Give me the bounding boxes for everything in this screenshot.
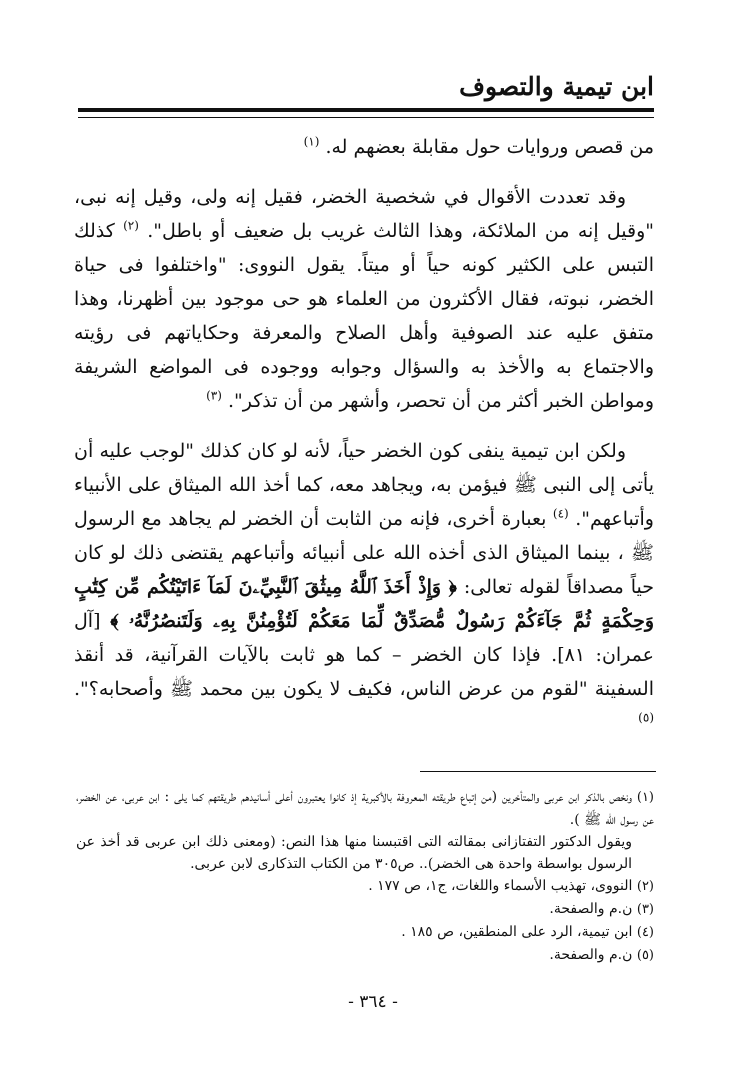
quran-verse: ﴿ وَإِذْ أَخَذَ ٱللَّهُ مِيثَٰقَ ٱلنَّبِيِّۦنَ لَمَآ ءَاتَيْتُكُم مِّن كِتَٰبٍ وَحِكْمَةٍ ثُمَّ جَآءَكُمْ رَسُولٌ مُّصَدِّقٌ لِّمَا مَعَكُمْ لَتُؤْمِنُنَّ بِهِۦ وَلَتَنصُرُنَّهُۥ ﴾	[74, 576, 655, 632]
body-paragraph-2	[74, 180, 654, 418]
body-paragraph-1	[74, 130, 654, 164]
header-rule-thin	[78, 117, 654, 118]
footnotes	[76, 786, 654, 967]
footnote-text: ونخص بالذكر ابن عربى والمتأخرين (من إتباع طريقته المعروفة بالأكبرية إذ كانوا يعتبرون أعلى أسانيدهم طريقتهم كما يلى : ابن عربى، عن الخضر، عن رسول الله ﷺ ).	[76, 789, 654, 828]
footnote-text: النووى، تهذيب الأسماء واللغات، ج١، ص ١٧٧ .	[368, 878, 633, 894]
footnote-number: (١)	[636, 790, 654, 805]
paragraph-text: من قصص وروايات حول مقابلة بعضهم له.	[325, 136, 654, 158]
footnote-ref-4[interactable]: (٤)	[552, 506, 569, 521]
footnote-5	[76, 944, 654, 967]
footnote-text: ابن تيمية، الرد على المنطقين، ص ١٨٥ .	[401, 924, 633, 940]
footnote-1	[76, 786, 654, 831]
footnote-3	[76, 898, 654, 921]
footnote-number: (٥)	[636, 948, 654, 963]
paragraph-text: بعبارة أخرى، فإنه من الثابت أن الخضر لم يجاهد مع الرسول ﷺ ، بينما الميثاق الذى أخذه الله على أنبيائه وأتباعهم يقتضى ذلك لو كان حياً مصداقاً لقوله تعالى:	[74, 508, 654, 598]
footnote-2	[76, 875, 654, 898]
running-header-title: ابن تيمية والتصوف	[459, 72, 654, 101]
footnote-ref-2[interactable]: (٢)	[123, 218, 139, 233]
footnote-number: (٢)	[636, 879, 654, 894]
footnote-ref-3[interactable]: (٣)	[206, 388, 222, 403]
footnote-number: (٣)	[636, 902, 654, 917]
footnote-number: (٤)	[636, 925, 654, 940]
footnote-ref-1[interactable]: (١)	[303, 134, 320, 149]
footnote-text: ن.م والصفحة.	[549, 947, 633, 963]
paragraph-text: ولكن ابن تيمية ينفى كون الخضر حياً، لأنه لو كان كذلك "لوجب عليه أن يأتى إلى النبى ﷺ فيؤمن به، ويجاهد معه، كما أخذ الله الميثاق على الأنبياء وأتباعهم".	[74, 440, 654, 530]
paragraph-text: كذلك التبس على الكثير كونه حياً أو ميتاً. يقول النووى: "واختلفوا فى حياة الخضر، نبوته، فقال الأكثرون من العلماء هو حى موجود بين أظهرنا، وهذا متفق عليه عند الصوفية وأهل الصلاح والمعرفة وحكاياتهم فى رؤيته والاجتماع به والأخذ به والسؤال وجوابه ووجوده فى المواضع الشريفة ومواطن الخبر أكثر من أن تحصر، وأشهر من أن تذكر".	[74, 220, 654, 412]
footnote-1-continuation: ويقول الدكتور التفتازانى بمقالته التى اقتبسنا منها هذا النص: (ومعنى ذلك ابن عربى قد أخذ عن الرسول بواسطة واحدة هى الخضر).. ص٣٠٥ من الكتاب التذكارى لابن عربى.	[76, 834, 632, 872]
footnote-4	[76, 921, 654, 944]
footnote-separator	[420, 771, 656, 772]
header-rule-thick	[78, 108, 654, 112]
page-number: - ٣٦٤ -	[348, 992, 398, 1012]
footnote-ref-5[interactable]: (٥)	[638, 710, 654, 725]
paragraph-text: وقد تعددت الأقوال في شخصية الخضر، فقيل إنه ولى، وقيل إنه نبى، "وقيل إنه من الملائكة، وهذا الثالث غريب بل ضعيف أو باطل".	[74, 186, 654, 242]
body-paragraph-3	[74, 434, 654, 740]
verse-citation: [آل عمران: ٨١].	[74, 610, 654, 666]
footnote-text: ن.م والصفحة.	[549, 901, 633, 917]
paragraph-text: فإذا كان الخضر – كما هو ثابت بالآيات القرآنية، قد أنقذ السفينة "لقوم من عرض الناس، فكيف لا يكون بين محمد ﷺ وأصحابه؟".	[74, 644, 654, 700]
